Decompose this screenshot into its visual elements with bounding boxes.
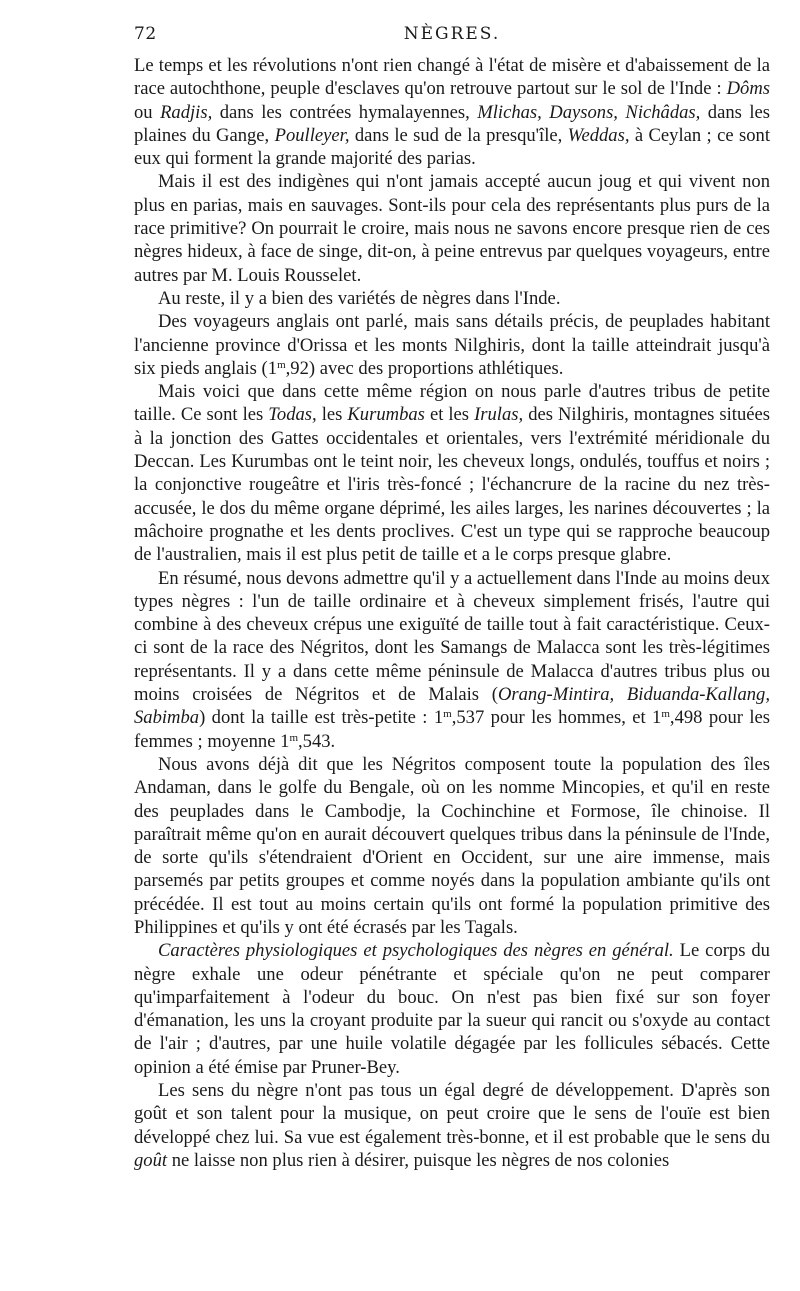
text-run: ,537 pour les hommes, et 1: [451, 707, 662, 729]
text-run: dans les contrées hymalayennes,: [212, 101, 478, 123]
italic-term: Orang-Mintira, Biduanda-Kallang, Sabimba: [134, 684, 770, 729]
text-run: ne laisse non plus rien à désirer, puisque les nègres de nos colonies: [167, 1149, 670, 1171]
book-page: [134, 24, 770, 1172]
text-run: Le corps du nègre exhale une odeur pénétrante et spéciale qu'on ne peut comparer qu'imparfaitement à l'odeur du bouc. On n'est pas bien fixé sur son foyer d'émanation, les uns la croyant produite par la sueur qui rancit ou s'oxyde au contact de l'air ; d'autres, par une huile volatile dégagée par les follicules sébacés. Cette opinion a été émise par Pruner-Bey.: [134, 940, 770, 1078]
paragraph: [134, 54, 770, 170]
paragraph: [134, 567, 770, 753]
italic-term: Radjis,: [160, 101, 213, 123]
italic-term: Mlichas, Daysons, Nichâdas,: [477, 101, 701, 123]
text-run: des Nilghiris, montagnes situées à la jonction des Gattes occidentales et orientales, vers l'extrémité méridionale du Deccan. Les Kurumbas ont le teint noir, les cheveux longs, ondulés, touffus et noirs ; la conjonctive rougeâtre et l'iris très-foncé ; l'échancrure de la racine du nez très-accusée, le dos du même organe déprimé, les ailes larges, les narines découvertes ; la mâchoire prognathe et les dents proclives. C'est un type qui se rapproche beaucoup de l'australien, mais il est plus petit de taille et a le corps presque glabre.: [134, 404, 770, 566]
italic-term: Poulleyer,: [274, 124, 350, 146]
paragraph: [134, 287, 770, 310]
text-run: En résumé, nous devons admettre qu'il y a actuellement dans l'Inde au moins deux types nègres : l'un de taille ordinaire et à cheveux simplement frisés, l'autre qui combine à des cheveux crépus une exiguïté de taille tout à fait caractéristique. Ceux-ci sont de la race des Négritos, dont les Samangs de Malacca sont les très-légitimes représentants. Il y a dans cette même péninsule de Malacca d'autres tribus plus ou moins croisées de Négritos et de Malais (: [134, 567, 770, 706]
italic-term: Caractères physiologiques et psychologiques des nègres en général.: [158, 940, 674, 962]
italic-term: Irulas,: [474, 404, 524, 426]
text-run: dans le sud de la presqu'île,: [349, 124, 568, 146]
text-run: Les sens du nègre n'ont pas tous un égal degré de développement. D'après son goût et son talent pour la musique, on peut croire que le sens de l'ouïe est bien développé chez lui. Sa vue est également très-bonne, et il est probable que le sens du: [134, 1080, 770, 1148]
text-run: et les: [424, 404, 475, 426]
superscript-unit: m: [289, 731, 298, 744]
paragraph: [134, 310, 770, 380]
italic-term: Kurumbas: [347, 404, 425, 426]
superscript-unit: m: [277, 358, 286, 371]
text-run: Le temps et les révolutions n'ont rien changé à l'état de misère et d'abaissement de la race autochthone, peuple d'esclaves qu'on retrouve partout sur le sol de l'Inde :: [134, 55, 770, 100]
italic-term: Dôms: [726, 78, 770, 100]
running-head: NÈGRES.: [403, 24, 501, 44]
text-run: Au reste, il y a bien des variétés de nègres dans l'Inde.: [158, 287, 561, 309]
italic-term: goût: [134, 1149, 168, 1171]
text-run: à Ceylan ; ce sont eux qui forment la grande majorité des parias.: [134, 124, 770, 170]
paragraph: [134, 1079, 770, 1172]
page-number: 72: [134, 24, 157, 44]
paragraph: [134, 170, 770, 286]
superscript-unit: m: [443, 708, 452, 721]
text-run: ) dont la taille est très-petite : 1: [199, 707, 444, 729]
paragraph: [134, 380, 770, 566]
text-run: ,498 pour les femmes ; moyenne 1: [134, 707, 770, 752]
text-run: Nous avons déjà dit que les Négritos composent toute la population des îles Andaman, dans le golfe du Bengale, où on les nomme Mincopies, et qu'il en reste des peuplades dans le Cambodje, la Cochinchine et Formose, île chinoise. Il paraîtrait même qu'on en aurait découvert quelques tribus dans la péninsule de l'Inde, de sorte qu'ils s'étendraient d'Orient en Occident, sur une aire immense, mais parsemés par petits groupes et comme noyés dans la population ambiante qu'ils ont précédée. Il est tout au moins certain qu'ils ont formé la population primitive des Philippines et qu'ils y ont été écrasés par les Tagals.: [134, 753, 770, 938]
text-run: ,543.: [298, 730, 336, 752]
paragraph: [134, 753, 770, 939]
text-run: Mais voici que dans cette même région on nous parle d'autres tribus de petite taille. Ce sont les: [134, 381, 770, 426]
text-run: dans les plaines du Gange,: [134, 101, 770, 146]
text-run: ,92) avec des proportions athlétiques.: [285, 357, 564, 379]
text-run: Mais il est des indigènes qui n'ont jamais accepté aucun joug et qui vivent non plus en parias, mais en sauvages. Sont-ils pour cela des représentants plus purs de la race primitive? On pourrait le croire, mais nous ne savons encore presque rien de ces nègres hideux, à face de singe, dit-on, à peine entrevus par quelques voyageurs, entre autres par M. Louis Rousselet.: [134, 171, 770, 286]
body-text: [134, 54, 770, 1172]
italic-term: Todas,: [268, 404, 317, 426]
text-run: les: [316, 404, 348, 426]
paragraph: [134, 939, 770, 1079]
text-run: ou: [134, 101, 161, 123]
superscript-unit: m: [661, 708, 670, 721]
text-run: Des voyageurs anglais ont parlé, mais sans détails précis, de peuplades habitant l'ancienne province d'Orissa et les monts Nilghiris, dont la taille atteindrait jusqu'à six pieds anglais (1: [134, 311, 770, 379]
page-header: [134, 24, 770, 54]
italic-term: Weddas,: [567, 124, 630, 146]
